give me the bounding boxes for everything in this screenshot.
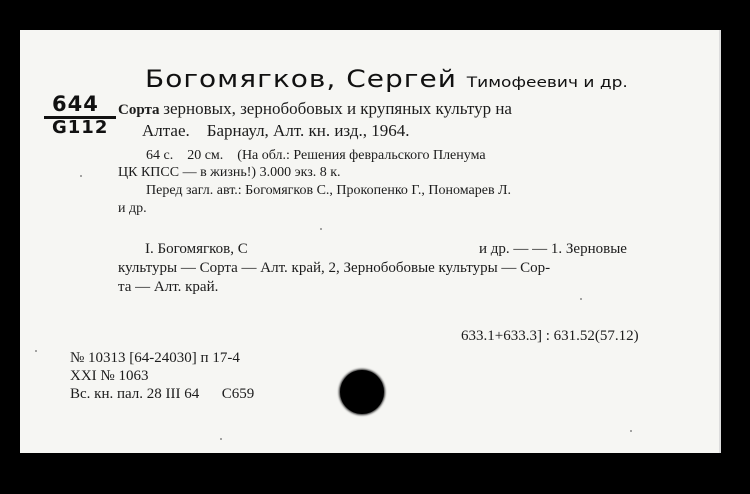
tracing-line-1-left: I. Богомягков, С [145,241,248,257]
handwritten-heading [145,65,628,93]
collation-continued: ЦК КПСС — в жизнь!) 3.000 экз. 8 к. [118,165,341,180]
tracing-line-1-right: и др. — — 1. Зерновые [479,241,627,257]
authors-note: Перед загл. авт.: Богомягков С., Прокопенко Г., Пономарев Л. [146,183,512,198]
speck [320,228,322,230]
tracing-line-3: та — Алт. край. [118,279,219,295]
series-number: XXI № 1063 [70,368,149,384]
speck [580,298,582,300]
book-chamber-stamp: Вс. кн. пал. 28 III 64 С659 [70,386,255,402]
record-number: № 10313 [64-24030] п 17-4 [70,350,240,366]
handwritten-author-name: Богомягков, Сергей [145,65,457,94]
catalog-card [20,30,721,453]
handwritten-patronymic: Тимофеевич и др. [466,74,628,92]
title-line [118,100,512,119]
tracing-line-2: культуры — Сорта — Алт. край, 2, Зернобобовые культуры — Сор- [118,260,551,276]
shelfmark-bottom: G112 [52,117,109,138]
speck [220,438,222,440]
shelfmark-top: 644 [52,92,99,116]
title-bold-word: Сорта [118,102,160,118]
classification-index: 633.1+633.3] : 631.52(57.12) [461,328,639,344]
imprint-line: Алтае. Барнаул, Алт. кн. изд., 1964. [142,121,410,140]
speck [630,430,632,432]
speck [35,350,37,352]
ink-blot [340,370,384,414]
collation-line: 64 с. 20 см. (На обл.: Решения февральского Пленума [146,148,486,163]
speck [80,175,82,177]
title-rest: зерновых, зернобобовых и крупяных культур на [163,99,512,118]
authors-note-continued: и др. [118,201,147,216]
